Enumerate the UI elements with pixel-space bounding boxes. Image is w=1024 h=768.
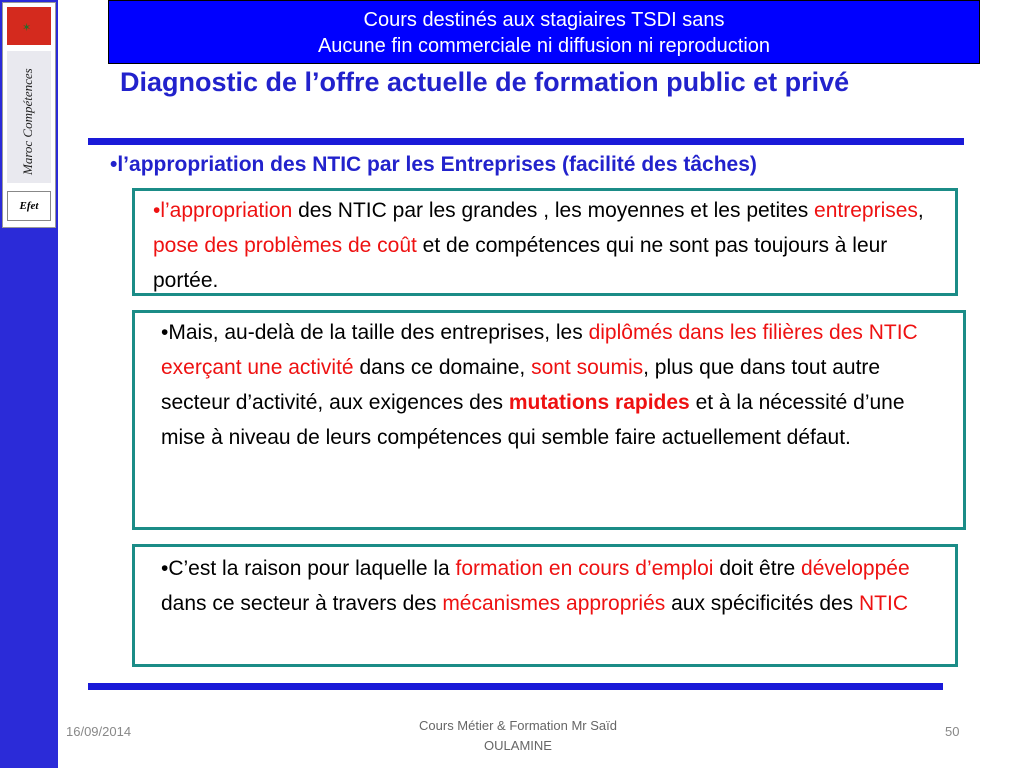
text-box-appropriation [132,188,958,296]
box3-text: dans ce secteur à travers des [161,592,443,615]
box1-text: et de compétences qui ne sont pas toujours à leur portée. [153,234,888,292]
box3-text: aux spécificités des [665,592,860,615]
box3-highlight: mécanismes appropriés [442,592,666,615]
box2-text: , plus que dans tout autre secteur d’activité, aux exigences des [161,356,881,414]
maroc-competences-logo [2,2,56,228]
flag-icon: ✶ [22,21,32,34]
banner-line-1: Cours destinés aux stagiaires TSDI sans [363,9,725,31]
page-number: 50 [945,724,960,739]
logo-brand-text [17,57,39,177]
box1-text: des NTIC par les grandes , les moyennes et les petites [292,199,815,222]
svg-text:Maroc Compétences: Maroc Compétences [20,68,35,175]
efet-logo: Efet [7,191,51,221]
left-sidebar [0,0,58,768]
box3-text: doit être [713,557,802,580]
box2-highlight: diplômés dans les filières des NTIC exerçant une activité [161,321,918,379]
title-divider [88,138,964,145]
box1-highlight: pose des problèmes de coût [153,234,417,257]
box3-highlight: formation en cours d’emploi [455,557,714,580]
logo-red-block [7,7,51,45]
banner-line-2: Aucune fin commerciale ni diffusion ni reproduction [317,35,771,57]
disclaimer-banner [108,0,980,64]
box2-highlight: sont soumis [531,356,644,379]
slide-subtitle: •l’appropriation des NTIC par les Entreprises (facilité des tâches) [110,153,757,176]
box1-text: •l’appropriation [153,199,293,222]
text-box-diplomes [132,310,966,530]
slide-title: Diagnostic de l’offre actuelle de formation public et privé [120,67,850,97]
box3-text: •C’est la raison pour laquelle la [161,557,456,580]
box1-text: , [917,199,924,222]
box3-highlight: NTIC [859,592,909,615]
box2-text: et à la nécessité d’une mise à niveau de leurs compétences qui semble faire actuellement défaut. [161,391,905,449]
box1-highlight: entreprises [814,199,918,222]
box2-text: dans ce domaine, [353,356,532,379]
footer-divider [88,683,943,690]
box3-highlight: développée [801,557,910,580]
box2-text: •Mais, au-delà de la taille des entreprises, les [161,321,589,344]
footer-date: 16/09/2014 [66,724,132,739]
footer-author [388,716,648,756]
footer-author-line-2: OULAMINE [484,738,552,753]
footer-author-line-1: Cours Métier & Formation Mr Saïd [419,718,617,733]
text-box-formation [132,544,958,667]
box2-emphasis: mutations rapides [508,391,690,414]
